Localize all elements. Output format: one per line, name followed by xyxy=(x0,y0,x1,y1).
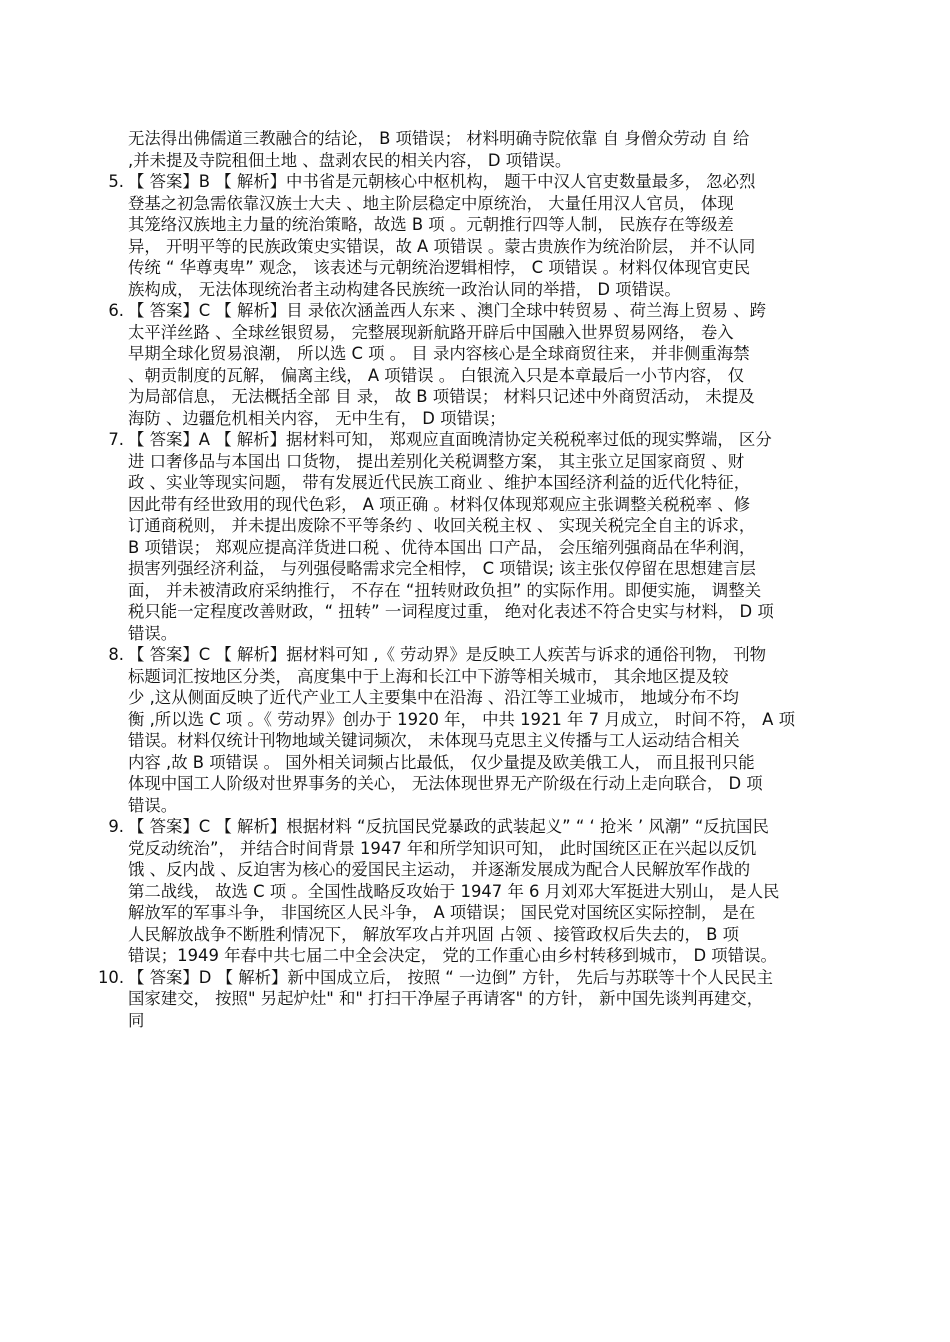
item-text xyxy=(124,429,868,644)
text-line: 族构成， 无法体现统治者主动构建各民族统一政治认同的举措， D 项错误。 xyxy=(128,279,681,299)
text-line: 进 口奢侈品与本国出 口货物， 提出差别化关税调整方案， 其主张立足国家商贸 、财 xyxy=(128,451,745,471)
item-number: 6. xyxy=(108,301,124,320)
text-line: 体现中国工人阶级对世界事务的关心， 无法体现世界无产阶级在行动上走向联合， D 项 xyxy=(128,774,763,793)
text-line: 错误。 xyxy=(128,623,178,643)
text-line: 错误。材料仅统计刊物地域关键词频次， 未体现马克思主义传播与工人运动结合相关 xyxy=(128,731,740,750)
text-line: 【 答案】D 【 解析】新中国成立后， 按照 “ 一边倒” 方针， 先后与苏联等十个人民民主 xyxy=(128,967,773,987)
answer-explanations xyxy=(98,128,868,1031)
intro-continuation xyxy=(98,128,868,171)
text-line: 税只能一定程度改善财政，“ 扭转” 一词程度过重， 绝对化表述不符合史实与材料， D 项 xyxy=(128,602,774,621)
text-line: 【 答案】B 【 解析】中书省是元朝核心中枢机构， 题干中汉人官吏数量最多， 忽必烈 xyxy=(128,172,756,191)
text-line: 太平洋丝路 、全球丝银贸易， 完整展现新航路开辟后中国融入世界贸易网络， 卷入 xyxy=(128,322,734,342)
text-line: 【 答案】C 【 解析】据材料可知 ,《 劳动界》是反映工人疾苦与诉求的通俗刊物， 刊物 xyxy=(128,645,766,664)
text-line: 人民解放战争不断胜利情况下， 解放军攻占并巩固 占领 、接管政权后失去的， B 项 xyxy=(128,924,739,944)
text-line: 解放军的军事斗争， 非国统区人民斗争， A 项错误； 国民党对国统区实际控制， 是在 xyxy=(128,903,756,922)
text-line: 订通商税则， 并未提出废除不平等条约 、收回关税主权 、 实现关税完全自主的诉求， xyxy=(128,516,756,535)
text-line: 其笼络汉族地主力量的统治策略，故选 B 项 。元朝推行四等人制， 民族存在等级差 xyxy=(128,215,734,234)
text-line: 【 答案】C 【 解析】根据材料 “反抗国民党暴政的武装起义” “ ‘ 抢米 ’ 风潮” “反抗国民 xyxy=(128,817,769,836)
item-number: 9. xyxy=(108,817,124,836)
item-text xyxy=(124,644,868,816)
text-line: 面， 并未被清政府采纳推行， 不存在 “扭转财政负担” 的实际作用。即便实施， 调整关 xyxy=(128,580,762,600)
text-line: 第二战线， 故选 C 项 。全国性战略反攻始于 1947 年 6 月刘邓大军挺进大别山， 是人民 xyxy=(128,881,780,901)
answer-item-7 xyxy=(98,429,868,644)
item-number: 5. xyxy=(108,172,124,191)
answer-item-10 xyxy=(98,967,868,1032)
item-text xyxy=(124,816,868,967)
text-line: 党反动统治”， 并结合时间背景 1947 年和所学知识可知， 此时国统区正在兴起以反饥 xyxy=(128,838,757,858)
text-line: 【 答案】C 【 解析】目 录依次涵盖西人东来 、澳门全球中转贸易 、荷兰海上贸易 、跨 xyxy=(128,301,766,320)
text-line: 登基之初急需依靠汉族士大夫 、地主阶层稳定中原统治， 大量任用汉人官员， 体现 xyxy=(128,193,734,213)
text-line: B 项错误； 郑观应提高洋货进口税 、优待本国出 口产品， 会压缩列强商品在华利润， xyxy=(128,537,756,557)
item-number: 8. xyxy=(108,645,124,664)
text-line: 为局部信息， 无法概括全部 目 录， 故 B 项错误； 材料只记述中外商贸活动， 未提及 xyxy=(128,387,755,406)
text-line: 错误；1949 年春中共七届二中全会决定， 党的工作重心由乡村转移到城市， D 项错误。 xyxy=(128,946,777,965)
item-text xyxy=(124,967,868,1032)
item-text xyxy=(124,171,868,300)
text-line: 异， 开明平等的民族政策史实错误，故 A 项错误 。蒙古贵族作为统治阶层， 并不认同 xyxy=(128,236,756,256)
text-line: 少 ,这从侧面反映了近代产业工人主要集中在沿海 、沿江等工业城市， 地域分布不均 xyxy=(128,688,739,707)
text-line: 因此带有经世致用的现代色彩， A 项正确 。材料仅体现郑观应主张调整关税税率 、修 xyxy=(128,494,751,514)
text-line: 错误。 xyxy=(128,795,178,815)
text-line: 同 xyxy=(128,1010,145,1030)
text-line: 标题词汇按地区分类， 高度集中于上海和长江中下游等相关城市， 其余地区提及较 xyxy=(128,666,729,686)
text-line: 无法得出佛儒道三教融合的结论， B 项错误； 材料明确寺院依靠 自 身僧众劳动 自 给 xyxy=(128,129,750,148)
item-number: 10. xyxy=(98,967,125,987)
answer-item-6 xyxy=(98,300,868,429)
text-line: 政 、实业等现实问题， 带有发展近代民族工商业 、维护本国经济利益的近代化特征， xyxy=(128,473,751,492)
answer-item-9 xyxy=(98,816,868,967)
text-line: 早期全球化贸易浪潮， 所以选 C 项 。 目 录内容核心是全球商贸往来， 并非侧重海禁 xyxy=(128,344,750,363)
text-line: 海防 、边疆危机相关内容， 无中生有， D 项错误； xyxy=(128,408,506,428)
text-line: 【 答案】A 【 解析】据材料可知， 郑观应直面晚清协定关税税率过低的现实弊端， 区分 xyxy=(128,430,772,449)
item-number: 7. xyxy=(108,430,124,449)
item-text xyxy=(124,300,868,429)
text-line: 饿 、反内战 、反迫害为核心的爱国民主运动， 并逐渐发展成为配合人民解放军作战的 xyxy=(128,860,751,879)
text-line: 传统 “ 华尊夷卑” 观念， 该表述与元朝统治逻辑相悖， C 项错误 。材料仅体现官吏民 xyxy=(128,258,751,277)
text-line: 国家建交， 按照" 另起炉灶" 和" 打扫干净屋子再请客" 的方针， 新中国先谈判再建交， xyxy=(128,989,764,1008)
text-line: ,并未提及寺院租佃土地 、盘剥农民的相关内容， D 项错误。 xyxy=(128,150,572,170)
text-line: 、朝贡制度的瓦解， 偏离主线， A 项错误 。 白银流入只是本章最后一小节内容， 仅 xyxy=(128,365,745,385)
answer-item-5 xyxy=(98,171,868,300)
text-line: 内容 ,故 B 项错误 。 国外相关词频占比最低， 仅少量提及欧美俄工人， 而且报刊只能 xyxy=(128,752,755,772)
text-line: 衡 ,所以选 C 项 。《 劳动界》创办于 1920 年， 中共 1921 年 7 月成立， 时间不符， A 项 xyxy=(128,709,795,729)
text-line: 损害列强经济利益， 与列强侵略需求完全相悖， C 项错误; 该主张仅停留在思想建言层 xyxy=(128,559,756,578)
answer-item-8 xyxy=(98,644,868,816)
